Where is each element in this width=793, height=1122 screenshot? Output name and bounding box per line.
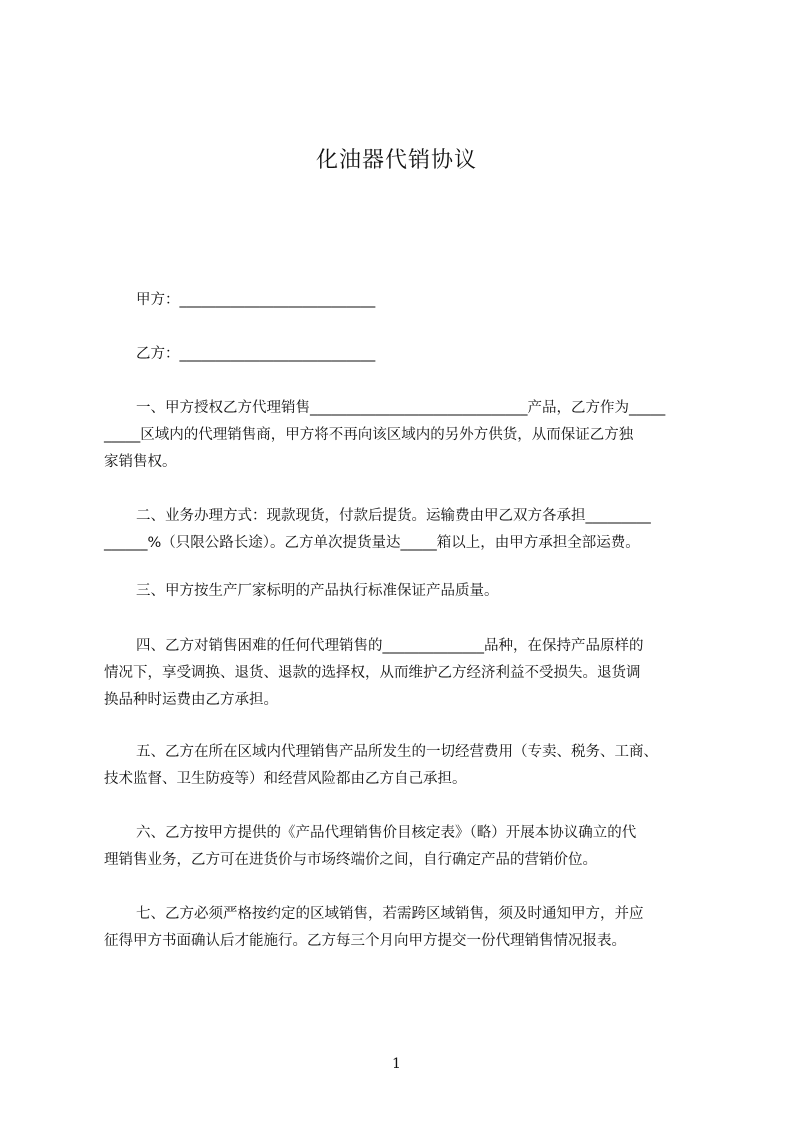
clause-2-line-1: 二、业务办理方式：现款现货，付款后提货。运输费由甲乙双方各承担_________: [136, 508, 651, 524]
page-number: 1: [392, 1056, 401, 1072]
clause-3-line-1: 三、甲方按生产厂家标明的产品执行标准保证产品质量。: [136, 583, 499, 599]
clause-2-line-2: ______%（只限公路长途）。乙方单次提货量达_____箱以上，由甲方承担全部运费。: [104, 535, 640, 551]
document-title: 化油器代销协议: [315, 148, 477, 173]
clause-1-line-2: _____区域内的代理销售商，甲方将不再向该区域内的另外方供货，从而保证乙方独: [104, 427, 634, 443]
clause-1-line-1: 一、甲方授权乙方代理销售______________________________产品，乙方作为_____: [136, 400, 666, 416]
clause-7-line-1: 七、乙方必须严格按约定的区域销售，若需跨区域销售，须及时通知甲方，并应: [136, 906, 644, 922]
clause-4-line-1: 四、乙方对销售困难的任何代理销售的______________品种，在保持产品原样的: [136, 638, 644, 654]
clause-6-line-2: 理销售业务，乙方可在进货价与市场终端价之间，自行确定产品的营销价位。: [104, 852, 597, 868]
clause-5-line-2: 技术监督、卫生防疫等）和经营风险都由乙方自己承担。: [104, 771, 467, 787]
party-b-line: 乙方：___________________________: [136, 346, 376, 362]
clause-6-line-1: 六、乙方按甲方提供的《产品代理销售价目核定表》（略）开展本协议确立的代: [136, 825, 637, 841]
clause-7-line-2: 征得甲方书面确认后才能施行。乙方每三个月向甲方提交一份代理销售情况报表。: [104, 933, 626, 949]
clause-1-line-3: 家销售权。: [104, 454, 177, 470]
clause-4-line-3: 换品种时运费由乙方承担。: [104, 692, 278, 708]
clause-5-line-1: 五、乙方在所在区域内代理销售产品所发生的一切经营费用（专卖、税务、工商、: [136, 744, 658, 760]
party-a-line: 甲方：___________________________: [136, 292, 376, 308]
clause-4-line-2: 情况下，享受调换、退货、退款的选择权，从而维护乙方经济利益不受损失。退货调: [104, 665, 641, 681]
